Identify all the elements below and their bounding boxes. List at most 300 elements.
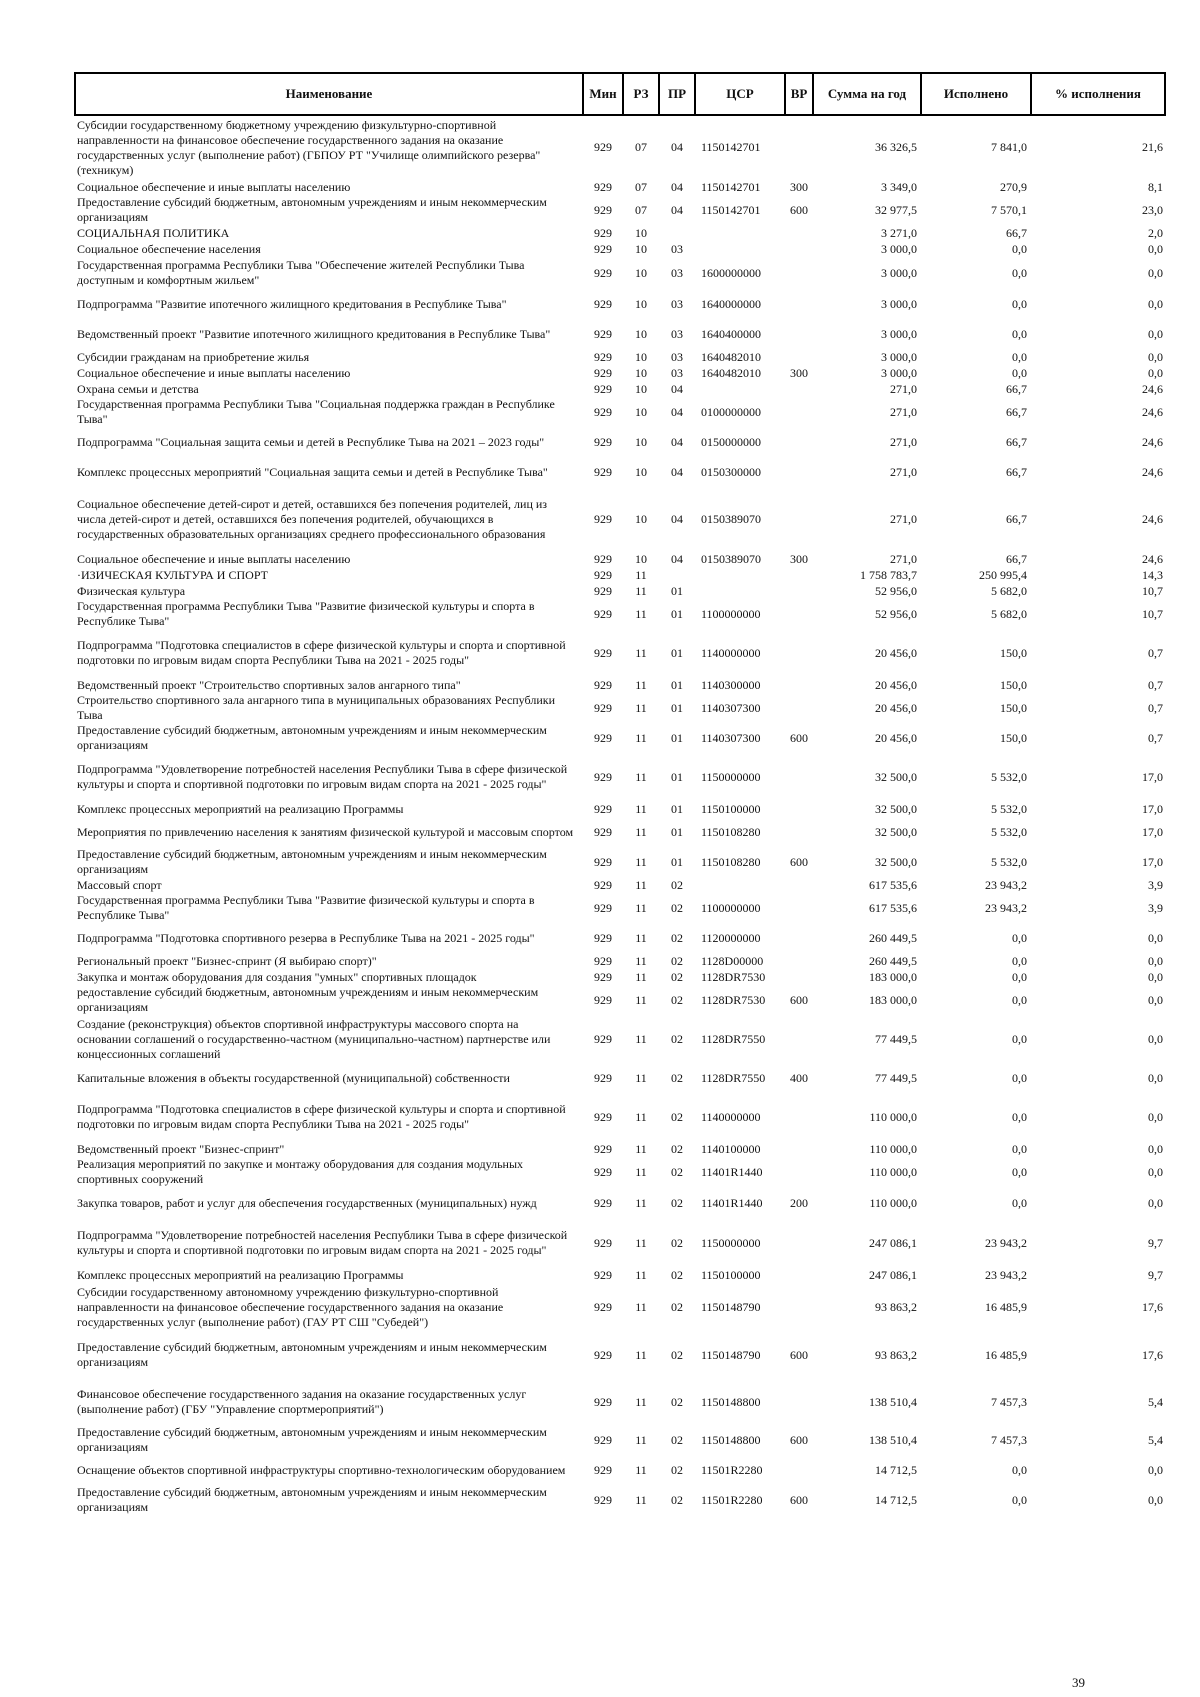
row-name: Подпрограмма "Подготовка спортивного резерва в Республике Тыва на 2021 - 2025 годы": [77, 930, 535, 945]
row-vr: [785, 1267, 813, 1283]
row-csr: 1600000000: [701, 265, 761, 280]
row-execution-percent: 9,7: [1148, 1235, 1163, 1250]
row-execution-percent: 0,0: [1148, 296, 1163, 311]
row-name: Социальное обеспечение и иные выплаты населению: [77, 365, 351, 380]
row-csr: 1140000000: [701, 1109, 761, 1124]
row-rz: 10: [635, 551, 647, 566]
row-executed: 0,0: [1012, 1109, 1027, 1124]
table-row: [75, 551, 1165, 567]
row-execution-percent: 17,0: [1142, 854, 1163, 869]
row-executed: 0,0: [1012, 349, 1027, 364]
row-executed: 16 485,9: [985, 1299, 1027, 1314]
row-executed: 7 570,1: [991, 202, 1027, 217]
row-name: Предоставление субсидий бюджетным, автономным учреждениям и иным некоммерческим организациям: [77, 195, 547, 224]
row-executed: 66,7: [1006, 381, 1027, 396]
row-pr: 03: [671, 349, 683, 364]
row-name: ·ИЗИЧЕСКАЯ КУЛЬТУРА И СПОРТ: [77, 567, 268, 582]
row-csr: 0100000000: [701, 404, 761, 419]
row-rz: 11: [635, 1195, 647, 1210]
row-min: 929: [594, 464, 612, 479]
row-execution-percent: 8,1: [1148, 179, 1163, 194]
row-rz: 10: [635, 365, 647, 380]
row-executed: 0,0: [1012, 930, 1027, 945]
row-rz: 11: [635, 877, 647, 892]
row-execution-percent: 0,0: [1148, 1195, 1163, 1210]
row-pr: 02: [671, 1195, 683, 1210]
row-csr: 1150148800: [701, 1432, 761, 1447]
row-pr: 02: [671, 1235, 683, 1250]
row-pr: 02: [671, 1492, 683, 1507]
row-annual-sum: 271,0: [890, 511, 917, 526]
row-csr: [695, 877, 785, 893]
row-vr: [785, 1157, 813, 1187]
row-name: Социальное обеспечение и иные выплаты населению: [77, 179, 351, 194]
row-min: 929: [594, 1299, 612, 1314]
row-vr: 400: [790, 1070, 808, 1085]
row-rz: 11: [635, 1492, 647, 1507]
row-execution-percent: 0,7: [1148, 700, 1163, 715]
row-csr: 11501R2280: [701, 1492, 763, 1507]
row-csr: [695, 241, 785, 257]
row-executed: 5 682,0: [991, 606, 1027, 621]
row-executed: 250 995,4: [979, 567, 1027, 582]
row-csr: 1150142701: [701, 179, 761, 194]
row-rz: 10: [635, 381, 647, 396]
row-vr: [785, 1141, 813, 1157]
row-execution-percent: 24,6: [1142, 511, 1163, 526]
row-execution-percent: 24,6: [1142, 434, 1163, 449]
row-vr: [785, 457, 813, 487]
row-annual-sum: 260 449,5: [869, 930, 917, 945]
row-execution-percent: 0,0: [1148, 326, 1163, 341]
table-row: [75, 969, 1165, 985]
row-csr: 1150100000: [701, 1267, 761, 1282]
row-vr: [785, 1219, 813, 1267]
header-vr: ВР: [785, 73, 813, 115]
row-min: 929: [594, 567, 612, 582]
row-pr: 02: [671, 1141, 683, 1156]
row-rz: 07: [635, 179, 647, 194]
row-annual-sum: 32 500,0: [875, 769, 917, 784]
row-execution-percent: 0,0: [1148, 349, 1163, 364]
row-execution-percent: 17,0: [1142, 824, 1163, 839]
row-min: 929: [594, 1109, 612, 1124]
row-min: 929: [594, 583, 612, 598]
row-execution-percent: 5,4: [1148, 1394, 1163, 1409]
table-row: [75, 567, 1165, 583]
row-min: 929: [594, 854, 612, 869]
row-min: 929: [594, 1141, 612, 1156]
row-min: 929: [594, 551, 612, 566]
row-pr: 03: [671, 365, 683, 380]
row-annual-sum: 110 000,0: [869, 1195, 917, 1210]
table-row: [75, 723, 1165, 753]
row-min: 929: [594, 992, 612, 1007]
row-min: 929: [594, 1347, 612, 1362]
row-vr: 600: [790, 202, 808, 217]
table-row: [75, 985, 1165, 1015]
table-row: [75, 349, 1165, 365]
row-execution-percent: 17,0: [1142, 769, 1163, 784]
row-min: 929: [594, 1031, 612, 1046]
table-row: [75, 817, 1165, 847]
row-execution-percent: 0,0: [1148, 365, 1163, 380]
row-pr: 02: [671, 1394, 683, 1409]
row-pr: 01: [671, 583, 683, 598]
row-pr: 01: [671, 606, 683, 621]
row-csr: 1140100000: [701, 1141, 761, 1156]
row-csr: 1640000000: [701, 296, 761, 311]
row-min: 929: [594, 930, 612, 945]
row-pr: 02: [671, 1109, 683, 1124]
row-rz: 11: [635, 1070, 647, 1085]
row-min: 929: [594, 381, 612, 396]
row-csr: 1100000000: [701, 900, 761, 915]
row-min: 929: [594, 1432, 612, 1447]
row-name: редоставление субсидий бюджетным, автономным учреждениям и иным некоммерческим организациям: [77, 985, 539, 1014]
row-execution-percent: 5,4: [1148, 1432, 1163, 1447]
row-min: 929: [594, 225, 612, 240]
row-executed: 23 943,2: [985, 1235, 1027, 1250]
row-executed: 66,7: [1006, 225, 1027, 240]
row-rz: 10: [635, 225, 647, 240]
row-min: 929: [594, 730, 612, 745]
row-min: 929: [594, 349, 612, 364]
row-execution-percent: 3,9: [1148, 877, 1163, 892]
row-min: 929: [594, 700, 612, 715]
table-row: [75, 1141, 1165, 1157]
row-execution-percent: 0,7: [1148, 730, 1163, 745]
row-annual-sum: 271,0: [890, 464, 917, 479]
row-executed: 16 485,9: [985, 1347, 1027, 1362]
row-csr: 0150000000: [701, 434, 761, 449]
row-rz: 11: [635, 1141, 647, 1156]
budget-execution-table: [74, 72, 1166, 1515]
row-vr: [785, 225, 813, 241]
row-rz: 10: [635, 241, 647, 256]
row-name: Охрана семьи и детства: [77, 381, 199, 396]
row-min: 929: [594, 824, 612, 839]
header-csr: ЦСР: [695, 73, 785, 115]
row-name: Субсидии государственному автономному учреждению физкультурно-спортивной направленности на финансовое обеспечение государственного задания на оказание государственных услуг (выполнение работ) (ГАУ РТ СШ "Субедей"): [77, 1284, 504, 1329]
row-rz: 11: [635, 1109, 647, 1124]
row-min: 929: [594, 241, 612, 256]
row-name: Предоставление субсидий бюджетным, автономным учреждениям и иным некоммерческим организациям: [77, 723, 547, 752]
row-annual-sum: 3 000,0: [881, 265, 917, 280]
row-annual-sum: 3 349,0: [881, 179, 917, 194]
row-min: 929: [594, 1462, 612, 1477]
row-annual-sum: 32 977,5: [875, 202, 917, 217]
row-min: 929: [594, 769, 612, 784]
row-name: Ведомственный проект "Развитие ипотечного жилищного кредитования в Республике Тыва": [77, 326, 551, 341]
row-annual-sum: 110 000,0: [869, 1141, 917, 1156]
row-min: 929: [594, 1164, 612, 1179]
row-executed: 23 943,2: [985, 1267, 1027, 1282]
row-name: Социальное обеспечение населения: [77, 241, 261, 256]
row-pr: 04: [671, 179, 683, 194]
row-name: Региональный проект "Бизнес-спринт (Я выбираю спорт)": [77, 953, 377, 968]
row-min: 929: [594, 953, 612, 968]
row-csr: 1120000000: [701, 930, 761, 945]
row-csr: 1140307300: [701, 700, 761, 715]
row-executed: 0,0: [1012, 969, 1027, 984]
row-annual-sum: 138 510,4: [869, 1432, 917, 1447]
row-annual-sum: 14 712,5: [875, 1462, 917, 1477]
table-row: [75, 693, 1165, 723]
row-execution-percent: 10,7: [1142, 583, 1163, 598]
row-csr: 1128DR7530: [701, 992, 766, 1007]
row-name: Предоставление субсидий бюджетным, автономным учреждениям и иным некоммерческим организациям: [77, 1425, 547, 1454]
row-min: 929: [594, 677, 612, 692]
row-csr: 1150148790: [701, 1347, 761, 1362]
row-executed: 7 841,0: [991, 140, 1027, 154]
row-annual-sum: 3 271,0: [881, 225, 917, 240]
row-min: 929: [594, 969, 612, 984]
row-csr: 1128DR7550: [701, 1070, 766, 1085]
row-vr: [785, 381, 813, 397]
table-row: [75, 241, 1165, 257]
row-executed: 66,7: [1006, 551, 1027, 566]
row-min: 929: [594, 511, 612, 526]
row-execution-percent: 23,0: [1142, 202, 1163, 217]
table-row: [75, 629, 1165, 677]
row-rz: 11: [635, 854, 647, 869]
row-rz: 11: [635, 677, 647, 692]
row-annual-sum: 32 500,0: [875, 854, 917, 869]
row-min: 929: [594, 1492, 612, 1507]
row-execution-percent: 0,0: [1148, 930, 1163, 945]
row-pr: 01: [671, 700, 683, 715]
table-row: [75, 257, 1165, 289]
table-row: [75, 289, 1165, 319]
row-rz: 11: [635, 583, 647, 598]
row-pr: [659, 225, 695, 241]
row-pr: 02: [671, 900, 683, 915]
row-min: 929: [594, 140, 612, 154]
row-name: Подпрограмма "Удовлетворение потребностей населения Республики Тыва в сфере физической культуры и спорта и спортивной подготовки по игровым видам спорта на 2021 - 2025 годы": [77, 762, 568, 791]
row-vr: 600: [790, 992, 808, 1007]
row-csr: 0150300000: [701, 464, 761, 479]
row-csr: 1140307300: [701, 730, 761, 745]
row-pr: 02: [671, 1031, 683, 1046]
row-name: Подпрограмма "Социальная защита семьи и детей в Республике Тыва на 2021 – 2023 годы": [77, 434, 545, 449]
row-executed: 0,0: [1012, 326, 1027, 341]
row-rz: 10: [635, 326, 647, 341]
row-annual-sum: 77 449,5: [875, 1031, 917, 1046]
row-name: Комплекс процессных мероприятий на реализацию Программы: [77, 1267, 404, 1282]
row-pr: 02: [671, 992, 683, 1007]
row-pr: 04: [671, 434, 683, 449]
row-execution-percent: 24,6: [1142, 551, 1163, 566]
row-annual-sum: 3 000,0: [881, 365, 917, 380]
row-pr: 04: [671, 202, 683, 217]
row-pr: 03: [671, 326, 683, 341]
row-name: Финансовое обеспечение государственного задания на оказание государственных услуг (выполнение работ) (ГБУ "Управление спортмероприятий"): [77, 1387, 527, 1416]
row-executed: 0,0: [1012, 1141, 1027, 1156]
table-row: [75, 1425, 1165, 1455]
table-row: [75, 1485, 1165, 1515]
row-pr: 02: [671, 1299, 683, 1314]
row-csr: 1150142701: [701, 202, 761, 217]
row-min: 929: [594, 179, 612, 194]
row-min: 929: [594, 202, 612, 217]
row-rz: 11: [635, 1462, 647, 1477]
row-vr: [785, 629, 813, 677]
row-pr: 04: [671, 381, 683, 396]
row-execution-percent: 0,0: [1148, 969, 1163, 984]
row-executed: 150,0: [1000, 645, 1027, 660]
row-min: 929: [594, 365, 612, 380]
row-name: Подпрограмма "Подготовка специалистов в сфере физической культуры и спорта и спортивной подготовки по игровым видам спорта Республики Тыва на 2021 - 2025 годы": [77, 638, 566, 667]
table-row: [75, 847, 1165, 877]
row-annual-sum: 247 086,1: [869, 1235, 917, 1250]
row-annual-sum: 20 456,0: [875, 700, 917, 715]
row-name: Реализация мероприятий по закупке и монтажу оборудования для создания модульных спортивных сооружений: [77, 1157, 524, 1186]
row-min: 929: [594, 801, 612, 816]
row-executed: 0,0: [1012, 1164, 1027, 1179]
row-pr: 01: [671, 677, 683, 692]
row-execution-percent: 0,7: [1148, 677, 1163, 692]
row-csr: 1640400000: [701, 326, 761, 341]
row-rz: 10: [635, 265, 647, 280]
row-vr: [785, 397, 813, 427]
row-annual-sum: 93 863,2: [875, 1299, 917, 1314]
table-row: [75, 583, 1165, 599]
row-vr: 200: [790, 1195, 808, 1210]
row-annual-sum: 617 535,6: [869, 877, 917, 892]
row-min: 929: [594, 877, 612, 892]
row-vr: [785, 893, 813, 923]
row-annual-sum: 32 500,0: [875, 824, 917, 839]
row-vr: [785, 953, 813, 969]
row-executed: 23 943,2: [985, 900, 1027, 915]
row-pr: 02: [671, 1432, 683, 1447]
row-vr: [785, 115, 813, 179]
row-pr: 01: [671, 769, 683, 784]
row-csr: 1150148790: [701, 1299, 761, 1314]
row-name: Предоставление субсидий бюджетным, автономным учреждениям и иным некоммерческим организациям: [77, 847, 547, 876]
row-executed: 150,0: [1000, 700, 1027, 715]
row-execution-percent: 0,0: [1148, 265, 1163, 280]
row-vr: 600: [790, 730, 808, 745]
row-annual-sum: 247 086,1: [869, 1267, 917, 1282]
row-pr: 01: [671, 824, 683, 839]
row-pr: 02: [671, 1164, 683, 1179]
header-pr: ПР: [659, 73, 695, 115]
row-vr: [785, 599, 813, 629]
row-rz: 11: [635, 606, 647, 621]
row-name: Физическая культура: [77, 583, 186, 598]
row-vr: 300: [790, 551, 808, 566]
row-csr: 1150100000: [701, 801, 761, 816]
row-rz: 11: [635, 1235, 647, 1250]
row-execution-percent: 0,0: [1148, 1031, 1163, 1046]
row-execution-percent: 2,0: [1148, 225, 1163, 240]
row-pr: 03: [671, 265, 683, 280]
row-rz: 11: [635, 1164, 647, 1179]
row-executed: 7 457,3: [991, 1394, 1027, 1409]
table-row: [75, 487, 1165, 551]
table-row: [75, 179, 1165, 195]
row-pr: 04: [671, 140, 683, 154]
row-min: 929: [594, 265, 612, 280]
table-row: [75, 677, 1165, 693]
row-name: Мероприятия по привлечению населения к занятиям физической культурой и массовым спортом: [77, 824, 574, 839]
row-rz: 11: [635, 567, 647, 582]
table-row: [75, 1379, 1165, 1425]
row-pr: 01: [671, 854, 683, 869]
row-min: 929: [594, 404, 612, 419]
row-rz: 11: [635, 1267, 647, 1282]
row-annual-sum: 93 863,2: [875, 1347, 917, 1362]
row-name: СОЦИАЛЬНАЯ ПОЛИТИКА: [77, 225, 230, 240]
table-row: [75, 1093, 1165, 1141]
row-annual-sum: 3 000,0: [881, 241, 917, 256]
row-name: Строительство спортивного зала ангарного типа в муниципальных образованиях Республики Тыва: [77, 693, 555, 722]
budget-report-sheet: [74, 72, 1164, 1515]
row-annual-sum: 36 326,5: [875, 140, 917, 154]
table-row: [75, 599, 1165, 629]
row-annual-sum: 14 712,5: [875, 1492, 917, 1507]
row-execution-percent: 0,0: [1148, 1462, 1163, 1477]
row-csr: 1100000000: [701, 606, 761, 621]
row-rz: 11: [635, 1031, 647, 1046]
row-name: Государственная программа Республики Тыва "Развитие физической культуры и спорта в Республике Тыва": [77, 599, 535, 628]
row-executed: 0,0: [1012, 365, 1027, 380]
row-name: Подпрограмма "Подготовка специалистов в сфере физической культуры и спорта и спортивной подготовки по игровым видам спорта Республики Тыва на 2021 - 2025 годы": [77, 1102, 566, 1131]
table-body: [75, 115, 1165, 1515]
row-vr: 600: [790, 1347, 808, 1362]
row-executed: 0,0: [1012, 265, 1027, 280]
row-csr: 1150148800: [701, 1394, 761, 1409]
row-min: 929: [594, 1070, 612, 1085]
row-vr: [785, 257, 813, 289]
row-execution-percent: 21,6: [1142, 140, 1163, 154]
row-executed: 150,0: [1000, 730, 1027, 745]
table-row: [75, 1015, 1165, 1063]
row-rz: 11: [635, 1299, 647, 1314]
row-rz: 11: [635, 969, 647, 984]
row-vr: [785, 923, 813, 953]
row-csr: [695, 567, 785, 583]
row-name: Ведомственный проект "Бизнес-спринт": [77, 1141, 285, 1156]
row-executed: 0,0: [1012, 953, 1027, 968]
table-row: [75, 1267, 1165, 1283]
row-rz: 11: [635, 645, 647, 660]
table-row: [75, 1063, 1165, 1093]
row-annual-sum: 32 500,0: [875, 801, 917, 816]
row-csr: [695, 583, 785, 599]
row-min: 929: [594, 1235, 612, 1250]
row-annual-sum: 617 535,6: [869, 900, 917, 915]
row-executed: 0,0: [1012, 1462, 1027, 1477]
row-min: 929: [594, 1195, 612, 1210]
row-csr: 0150389070: [701, 551, 761, 566]
row-name: Государственная программа Республики Тыва "Развитие физической культуры и спорта в Республике Тыва": [77, 893, 535, 922]
row-vr: [785, 583, 813, 599]
row-name: Предоставление субсидий бюджетным, автономным учреждениям и иным некоммерческим организациям: [77, 1340, 547, 1369]
row-annual-sum: 271,0: [890, 381, 917, 396]
row-execution-percent: 0,7: [1148, 645, 1163, 660]
row-name: Закупка и монтаж оборудования для создания "умных" спортивных площадок: [77, 969, 477, 984]
table-row: [75, 877, 1165, 893]
row-min: 929: [594, 326, 612, 341]
row-name: Капитальные вложения в объекты государственной (муниципальной) собственности: [77, 1070, 510, 1085]
table-row: [75, 381, 1165, 397]
row-name: Создание (реконструкция) объектов спортивной инфраструктуры массового спорта на основании соглашений о государственно-частном (муниципально-частном) партнерстве или концессионных соглашений: [77, 1016, 551, 1061]
table-row: [75, 115, 1165, 179]
row-rz: 11: [635, 730, 647, 745]
